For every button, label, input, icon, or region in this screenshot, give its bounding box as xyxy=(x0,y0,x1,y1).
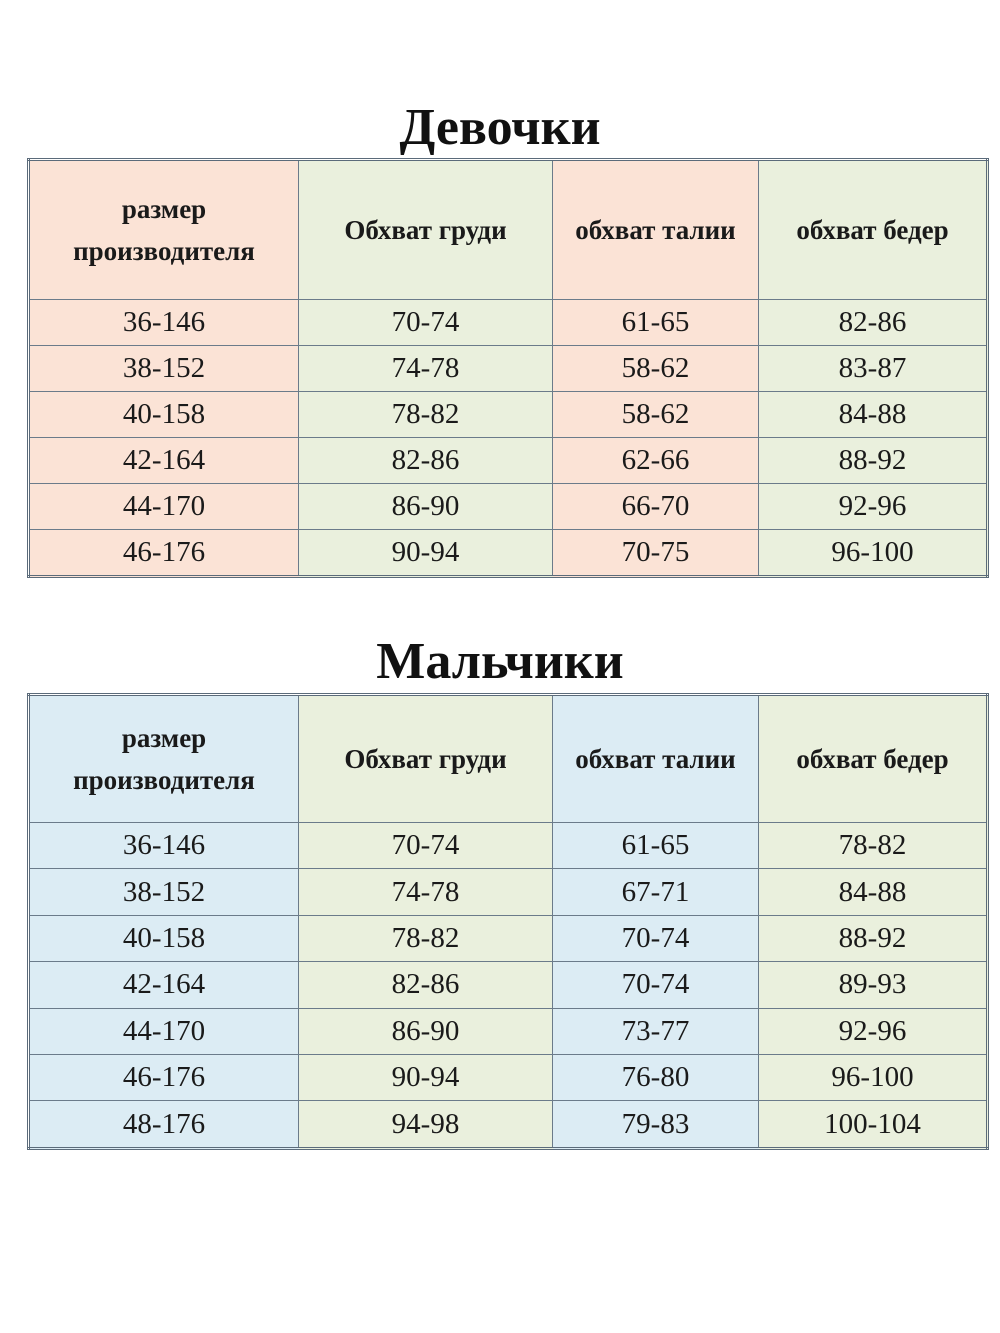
cell-chest: 82-86 xyxy=(299,962,553,1008)
cell-chest: 74-78 xyxy=(299,345,553,391)
cell-size: 40-158 xyxy=(29,391,299,437)
header-row xyxy=(29,160,988,300)
table-row xyxy=(29,1008,988,1054)
cell-size: 38-152 xyxy=(29,869,299,915)
cell-hips: 89-93 xyxy=(759,962,988,1008)
cell-waist: 58-62 xyxy=(553,391,759,437)
cell-hips: 84-88 xyxy=(759,869,988,915)
cell-hips: 96-100 xyxy=(759,1054,988,1100)
header-hips: обхват бедер xyxy=(759,160,988,300)
cell-hips: 92-96 xyxy=(759,483,988,529)
cell-size: 36-146 xyxy=(29,300,299,346)
cell-size: 38-152 xyxy=(29,345,299,391)
cell-hips: 84-88 xyxy=(759,391,988,437)
cell-chest: 82-86 xyxy=(299,437,553,483)
cell-hips: 100-104 xyxy=(759,1101,988,1149)
cell-chest: 78-82 xyxy=(299,391,553,437)
cell-waist: 67-71 xyxy=(553,869,759,915)
cell-chest: 70-74 xyxy=(299,823,553,869)
cell-size: 46-176 xyxy=(29,1054,299,1100)
table-row xyxy=(29,1101,988,1149)
cell-chest: 90-94 xyxy=(299,1054,553,1100)
cell-waist: 76-80 xyxy=(553,1054,759,1100)
table-row xyxy=(29,529,988,576)
boys-title: Мальчики xyxy=(376,633,624,690)
table-row xyxy=(29,345,988,391)
header-chest: Обхват груди xyxy=(299,695,553,823)
cell-size: 40-158 xyxy=(29,915,299,961)
cell-size: 48-176 xyxy=(29,1101,299,1149)
cell-waist: 62-66 xyxy=(553,437,759,483)
cell-hips: 82-86 xyxy=(759,300,988,346)
cell-chest: 86-90 xyxy=(299,483,553,529)
cell-size: 44-170 xyxy=(29,483,299,529)
table-row xyxy=(29,300,988,346)
header-size: размер производителя xyxy=(29,695,299,823)
cell-waist: 58-62 xyxy=(553,345,759,391)
cell-waist: 73-77 xyxy=(553,1008,759,1054)
table-row xyxy=(29,869,988,915)
header-waist: обхват талии xyxy=(553,695,759,823)
cell-hips: 78-82 xyxy=(759,823,988,869)
cell-size: 44-170 xyxy=(29,1008,299,1054)
table-row xyxy=(29,1054,988,1100)
cell-chest: 86-90 xyxy=(299,1008,553,1054)
table-row xyxy=(29,437,988,483)
table-row xyxy=(29,915,988,961)
girls-title: Девочки xyxy=(399,99,601,156)
table-row xyxy=(29,391,988,437)
cell-waist: 79-83 xyxy=(553,1101,759,1149)
table-row xyxy=(29,962,988,1008)
cell-chest: 78-82 xyxy=(299,915,553,961)
header-chest: Обхват груди xyxy=(299,160,553,300)
cell-hips: 88-92 xyxy=(759,915,988,961)
girls-size-table xyxy=(27,158,989,578)
cell-hips: 92-96 xyxy=(759,1008,988,1054)
cell-chest: 90-94 xyxy=(299,529,553,576)
cell-waist: 61-65 xyxy=(553,823,759,869)
cell-chest: 70-74 xyxy=(299,300,553,346)
cell-waist: 70-74 xyxy=(553,962,759,1008)
table-row xyxy=(29,483,988,529)
cell-size: 46-176 xyxy=(29,529,299,576)
boys-size-table xyxy=(27,693,989,1150)
header-waist: обхват талии xyxy=(553,160,759,300)
cell-waist: 61-65 xyxy=(553,300,759,346)
table-row xyxy=(29,823,988,869)
cell-chest: 94-98 xyxy=(299,1101,553,1149)
cell-chest: 74-78 xyxy=(299,869,553,915)
cell-waist: 70-75 xyxy=(553,529,759,576)
cell-size: 42-164 xyxy=(29,437,299,483)
cell-size: 36-146 xyxy=(29,823,299,869)
cell-hips: 88-92 xyxy=(759,437,988,483)
cell-hips: 83-87 xyxy=(759,345,988,391)
header-hips: обхват бедер xyxy=(759,695,988,823)
cell-waist: 70-74 xyxy=(553,915,759,961)
cell-waist: 66-70 xyxy=(553,483,759,529)
header-size: размер производителя xyxy=(29,160,299,300)
cell-hips: 96-100 xyxy=(759,529,988,576)
header-row xyxy=(29,695,988,823)
cell-size: 42-164 xyxy=(29,962,299,1008)
